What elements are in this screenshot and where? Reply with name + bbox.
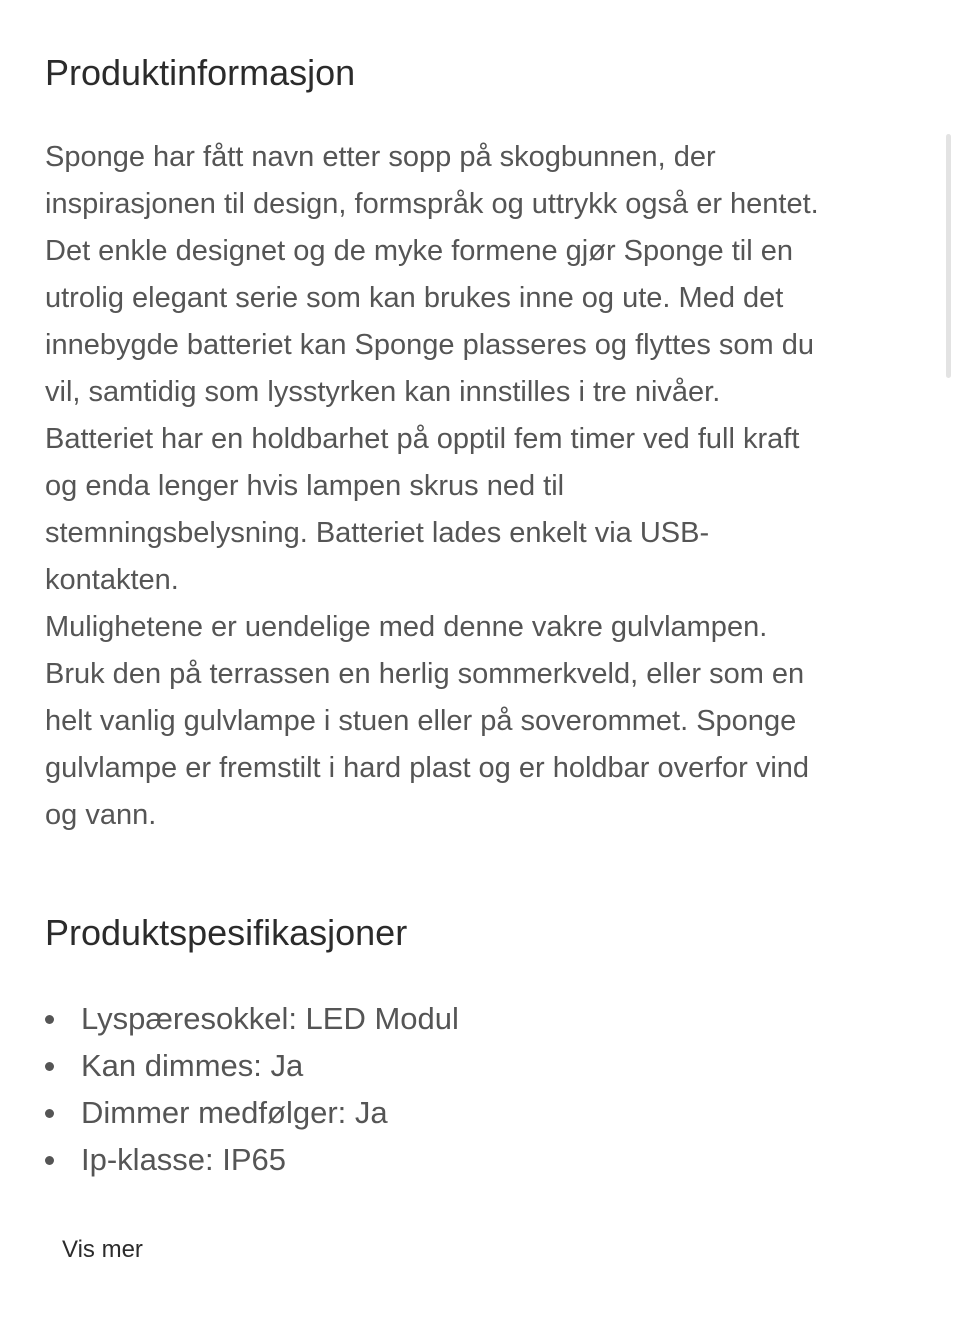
spec-text: Lyspæresokkel: LED Modul xyxy=(81,1001,459,1036)
spec-item-dimmable xyxy=(45,1042,459,1089)
bullet-icon xyxy=(45,1015,54,1024)
product-info-heading: Produktinformasjon xyxy=(45,52,356,93)
product-specs-heading: Produktspesifikasjoner xyxy=(45,912,408,953)
spec-text: Ip-klasse: IP65 xyxy=(81,1142,287,1177)
spec-text: Dimmer medfølger: Ja xyxy=(81,1095,388,1130)
scrollbar-thumb[interactable] xyxy=(946,134,951,378)
bullet-icon xyxy=(45,1062,54,1071)
spec-list xyxy=(45,995,459,1183)
show-more-button[interactable]: Vis mer xyxy=(62,1236,143,1263)
spec-text: Kan dimmes: Ja xyxy=(81,1048,304,1083)
spec-item-ip-class xyxy=(45,1136,459,1183)
spec-item-dimmer-included xyxy=(45,1089,459,1136)
bullet-icon xyxy=(45,1156,54,1165)
scrollbar[interactable] xyxy=(944,134,954,378)
bullet-icon xyxy=(45,1109,54,1118)
product-description: Sponge har fått navn etter sopp på skogbunnen, der inspirasjonen til design, formspråk og uttrykk også er hentet. Det enkle designet og de myke formene gjør Sponge til en utrolig elegant serie som kan brukes inne og ute. Med det innebygde batteriet kan Sponge plasseres og flyttes som du vil, samtidig som lysstyrken kan innstilles i tre nivåer. Batteriet har en holdbarhet på opptil fem timer ved full kraft og enda lenger hvis lampen skrus ned til stemningsbelysning. Batteriet lades enkelt via USB- kontakten. Mulighetene er uendelige med denne vakre gulvlampen. Bruk den på terrassen en herlig sommerkveld, eller som en helt vanlig gulvlampe i stuen eller på soverommet. Sponge gulvlampe er fremstilt i hard plast og er holdbar overfor vind og vann. xyxy=(45,141,819,831)
spec-item-socket xyxy=(45,995,459,1042)
